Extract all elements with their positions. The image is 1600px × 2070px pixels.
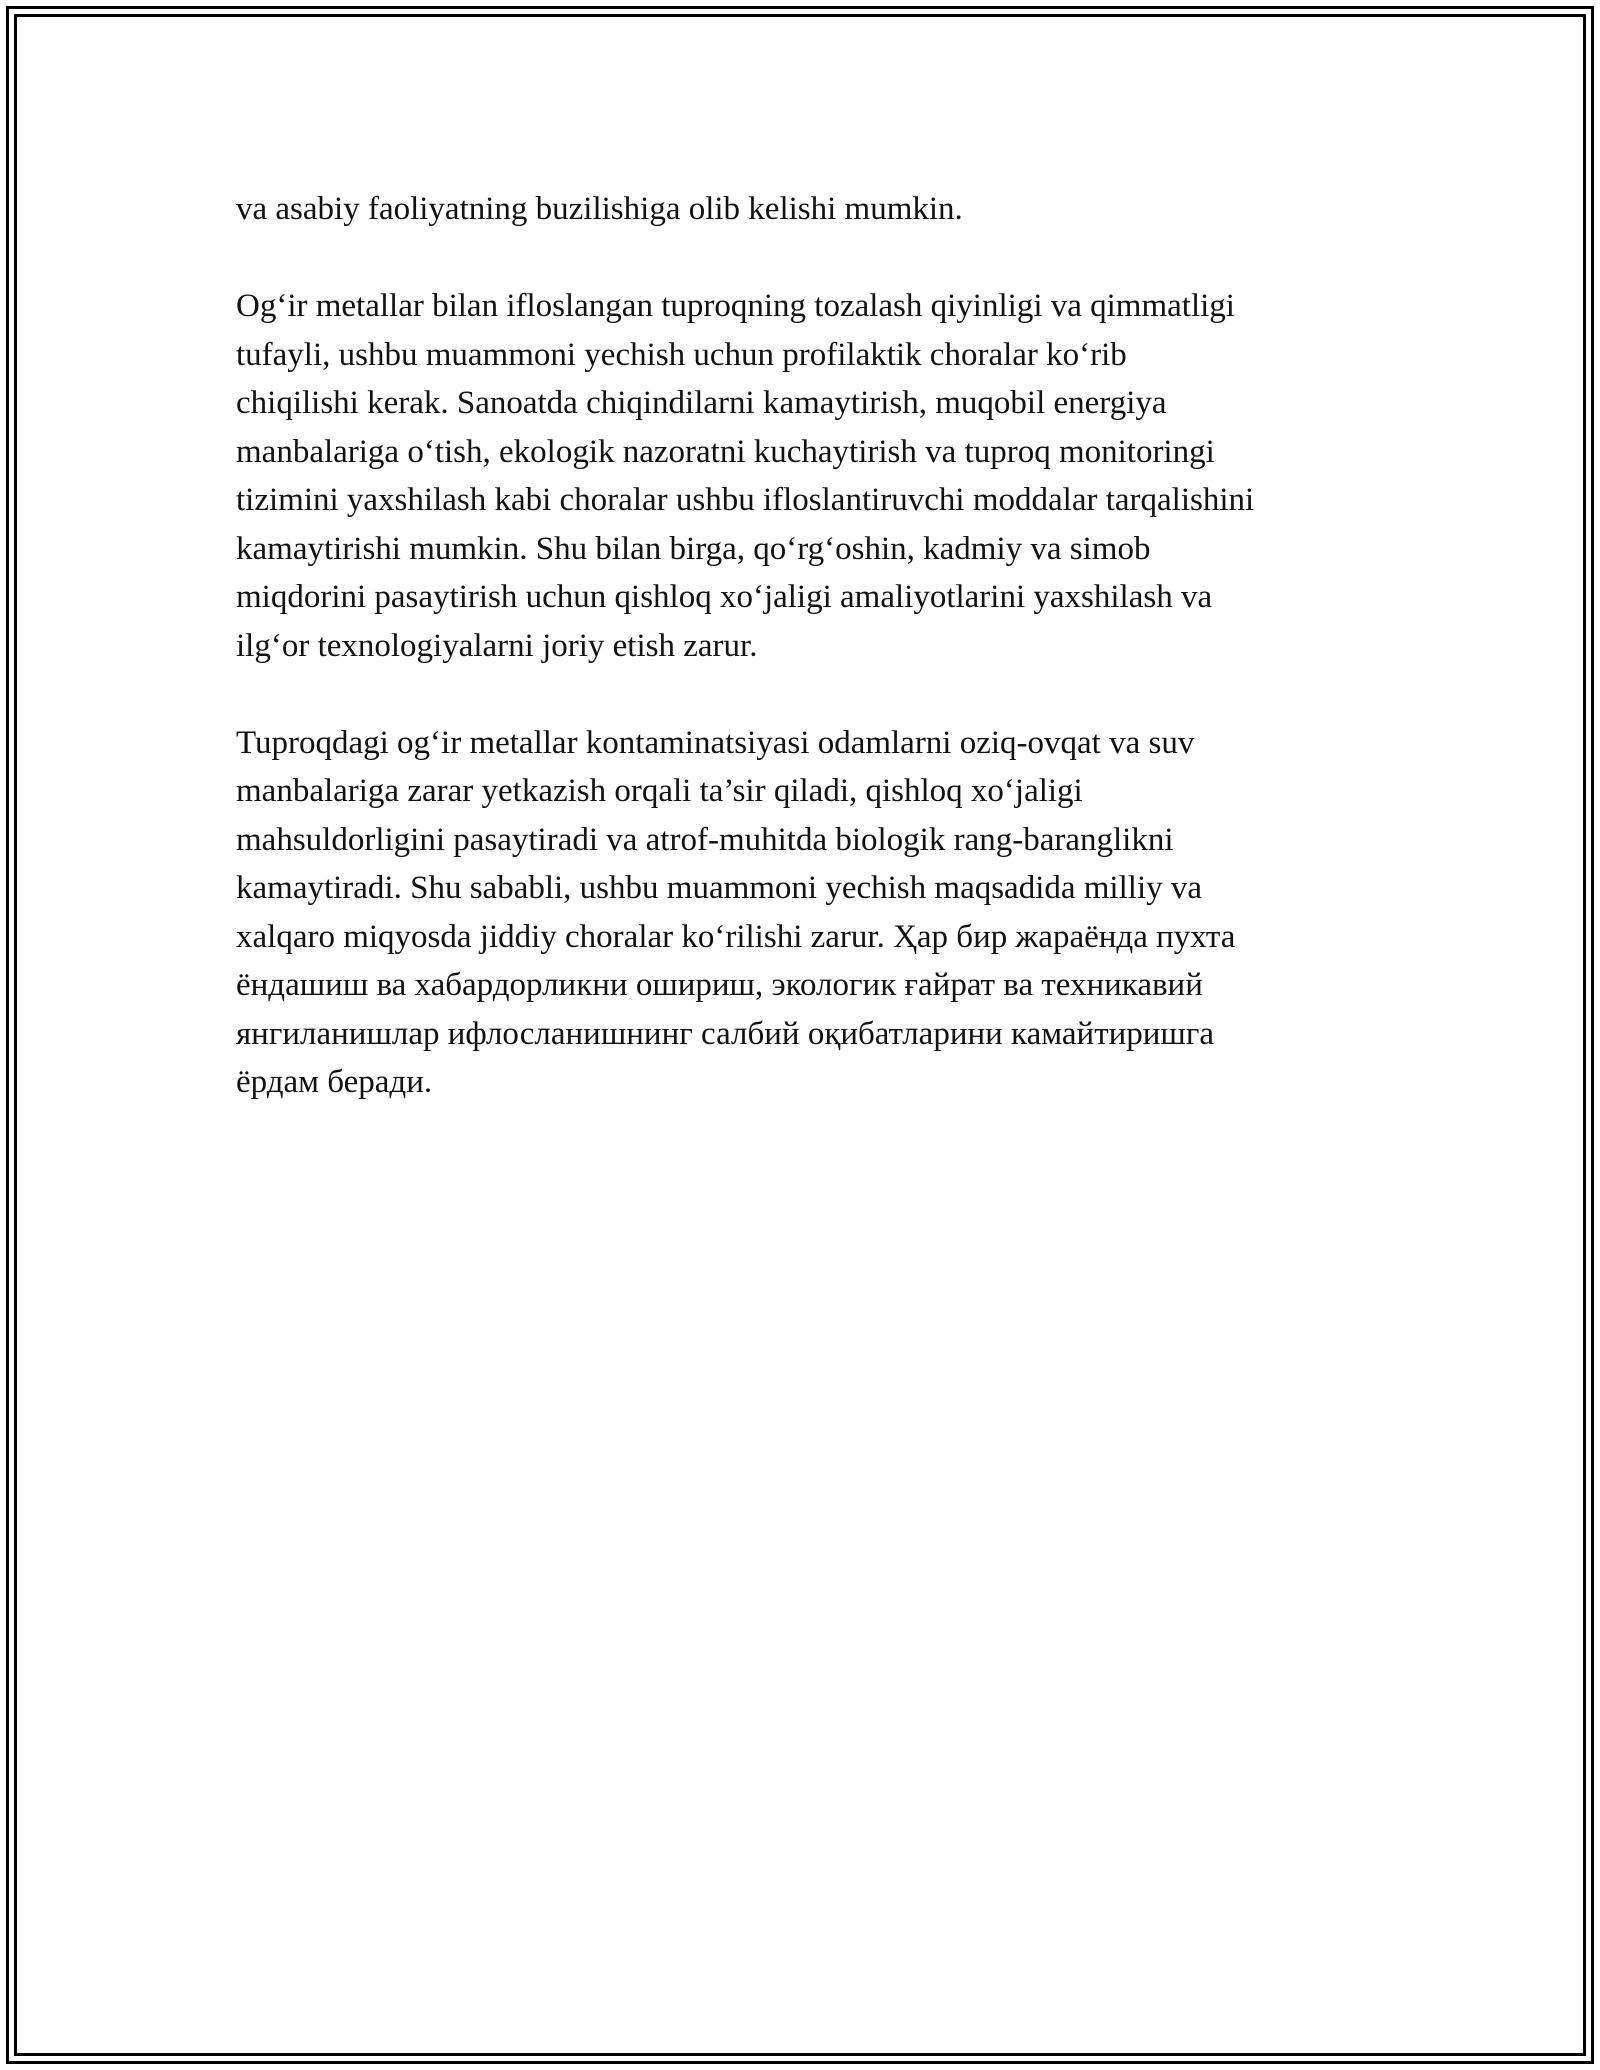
document-body: [236, 185, 1386, 1107]
paragraph-1: va asabiy faoliyatning buzilishiga olib kelishi mumkin.: [236, 191, 963, 227]
paragraph-2: Og‘ir metallar bilan ifloslangan tuproqning tozalash qiyinligi va qimmatligi tufayli, ushbu muammoni yechish uchun profilaktik choralar ko‘rib chiqilishi kerak. Sanoatda chiqindilarni kamaytirish, muqobil energiya manbalariga o‘tish, ekologik nazoratni kuchaytirish va tuproq monitoringi tizimini yaxshilash kabi choralar ushbu ifloslantiruvchi moddalar tarqalishini kamaytirishi mumkin. Shu bilan birga, qo‘rg‘oshin, kadmiy va simob miqdorini pasaytirish uchun qishloq xo‘jaligi amaliyotlarini yaxshilash va ilg‘or texnologiyalarni joriy etish zarur.: [236, 288, 1255, 664]
paragraph-3: Tuproqdagi og‘ir metallar kontaminatsiyasi odamlarni oziq-ovqat va suv manbalariga zarar yetkazish orqali ta’sir qiladi, qishloq xo‘jaligi mahsuldorligini pasaytiradi va atrof-muhitda biologik rang-baranglikni kamaytiradi. Shu sababli, ushbu muammoni yechish maqsadida milliy va xalqaro miqyosda jiddiy choralar ko‘rilishi zarur. Ҳар бир жараёнда пухта ёндашиш ва хабардорликни ошириш, экологик ғайрат ва техникавий янгиланишлар ифлосланишнинг салбий оқибатларини камайтиришга ёрдам беради.: [236, 724, 1236, 1100]
